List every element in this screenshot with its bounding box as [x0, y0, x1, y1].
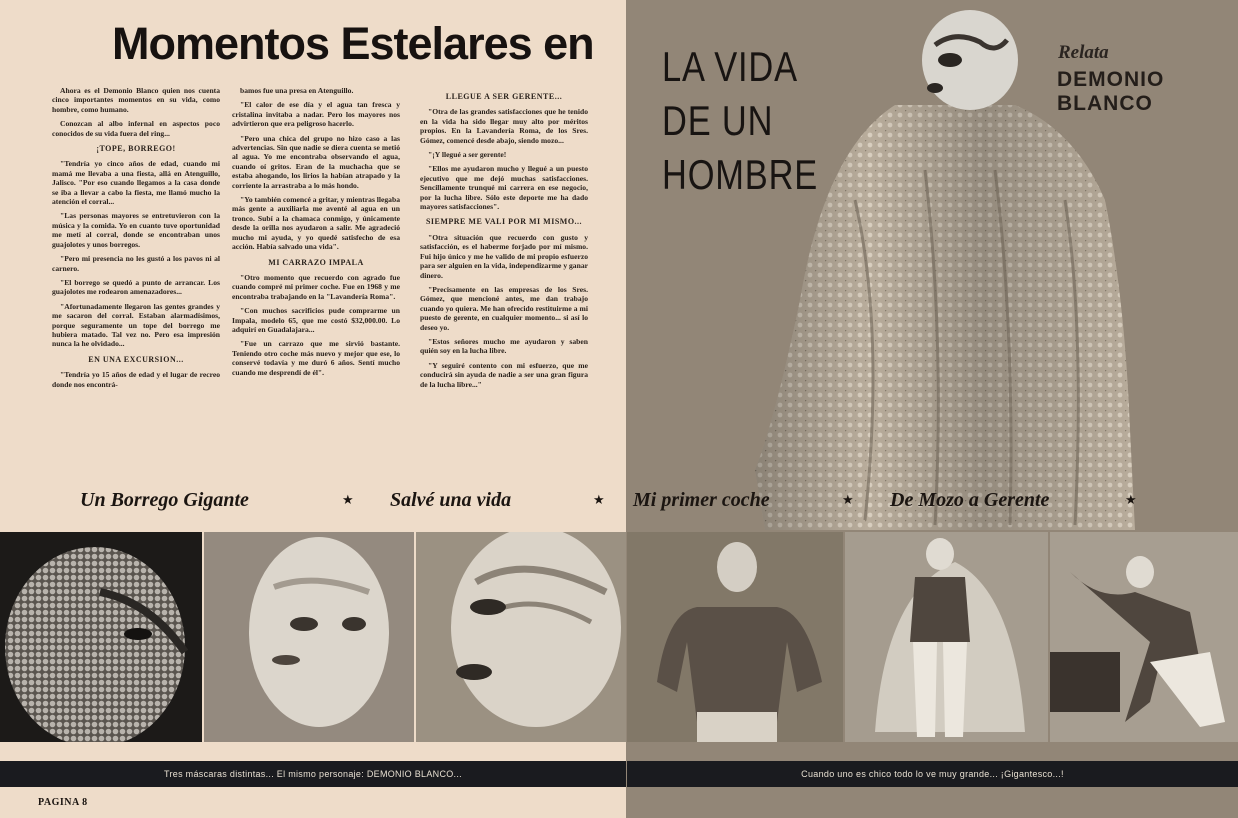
article-paragraph: "Tendría yo cinco años de edad, cuando mi mamá me llevaba a una fiesta, allá en Atenguillo, Jalisco. "Por eso cuando llegamos a la casa donde se iba a llevar a cabo la fiesta, me llamó mucho la atención el corral...	[52, 159, 220, 207]
article-paragraph: "Otra de las grandes satisfacciones que he tenido en la vida ha sido llegar muy alto por méritos propios. En la Lavandería Roma, de los Sres. Gómez, comencé desde abajo, siendo mozo...	[420, 107, 588, 145]
article-column-1	[52, 86, 220, 394]
narrator-name	[1057, 68, 1164, 116]
article-paragraph: "Pero mi presencia no les gustó a los pavos ni al carnero.	[52, 254, 220, 273]
article-paragraph: "Ellos me ayudaron mucho y llegué a un puesto ejecutivo que me dejó muchas satisfacciones. Sencillamente trunqué mi carrera en ese negocio, por la lucha libre. Sólo este deporte me ha dado mayores satisfacciones".	[420, 164, 588, 212]
subhead-2: Salvé una vida	[390, 489, 512, 511]
star-icon: ★	[593, 492, 605, 507]
article-paragraph: "¡Y llegué a ser gerente!	[428, 150, 507, 160]
headline: Momentos Estelares en	[112, 18, 594, 69]
wrestler-photo-3	[1050, 532, 1238, 742]
feature-title	[662, 40, 818, 202]
article-paragraph: "Otra situación que recuerdo con gusto y satisfacción, es el haberme forjado por mí mismo. Fui hijo único y me he valido de mi propio esfuerzo para ser alguien en la vida, independizarme y ganar dinero.	[420, 232, 588, 280]
article-paragraph: "El borrego se quedó a punto de arrancar. Los guajolotes me rodearon amenazadores...	[52, 277, 220, 297]
article-paragraph: "Estos señores mucho me ayudaron y saben quién soy en la lucha libre.	[420, 336, 588, 356]
article-paragraph: "Las personas mayores se entretuvieron con la música y la comida. Yo en cuanto tuve oportunidad me metí al corral, donde se encontraban unos guajolotes y unos borregos.	[52, 211, 220, 249]
star-icon: ★	[842, 492, 854, 507]
article-paragraph: bamos fue una presa en Atenguillo.	[240, 86, 354, 95]
section-heading: ¡TOPE, BORREGO!	[96, 144, 176, 154]
article-paragraph: "Afortunadamente llegaron las gentes grandes y me sacaron del corral. Estaban alarmadísimos, porque seguramente un tope del borrego me hubiera matado. Tal vez no. Pero esa impresión nunca la he olvidado...	[52, 301, 220, 349]
article-paragraph: "Pero una chica del grupo no hizo caso a las advertencias. Sin que nadie se diera cuenta se metió al agua. Yo me encontraba observando el agua, cuando oí gritos. Eran de la muchacha que se estaba ahogando, los lirios la habían atrapado y la corriente la arrastraba a lo más hondo.	[232, 133, 400, 190]
section-heading: LLEGUE A SER GERENTE...	[445, 92, 563, 101]
article-paragraph: "Tendría yo 15 años de edad y el lugar de recreo donde nos encontrá-	[52, 370, 220, 389]
mask-photo-3	[416, 532, 626, 742]
narrator-name-line-2: BLANCO	[1057, 92, 1153, 115]
relata-label: Relata	[1058, 42, 1109, 63]
mask-photo-2	[204, 532, 414, 742]
article-paragraph: "Fue un carrazo que me sirvió bastante. Teniendo otro coche más nuevo y mejor que ese, lo conservé todavía y me duró 6 años. Sentí mucho cuando me desprendí de él".	[232, 339, 400, 377]
article-paragraph: "Yo también comencé a gritar, y mientras llegaba más gente a auxiliarla me aventé al agua en un tronco. Subí a la chamaca conmigo, y únicamente desde la orilla nos ayudaron a salir. Me agradeció mucho mi ayuda, y yo quedé satisfecho de esa acción. Había salvado una vida".	[232, 195, 401, 252]
article-paragraph: Conozcan al albo infernal en aspectos poco conocidos de su vida fuera del ring...	[52, 119, 220, 138]
subhead-4: De Mozo a Gerente	[890, 489, 1050, 511]
narrator-name-line-1: DEMONIO	[1057, 68, 1165, 91]
subhead-1: Un Borrego Gigante	[80, 489, 249, 511]
feature-title-line-2: DE UN	[662, 97, 774, 144]
left-photo-caption: Tres máscaras distintas... El mismo personaje: DEMONIO BLANCO...	[0, 761, 626, 787]
feature-title-line-1: LA VIDA	[662, 43, 798, 90]
feature-title-line-3: HOMBRE	[662, 151, 819, 198]
wrestler-photo-2	[845, 532, 1048, 742]
star-icon: ★	[1125, 492, 1137, 507]
article-column-3	[420, 86, 588, 394]
page-number: PAGINA 8	[38, 797, 88, 808]
star-icon: ★	[342, 492, 354, 507]
article-paragraph: "Precisamente en las empresas de los Sres. Gómez, que mencioné antes, me dan trabajo cuando yo quiera. Me han ofrecido restituirme a mi puesto de gerente, en cualquier momento... si así lo deseo yo.	[420, 284, 588, 332]
mask-photo-1	[0, 532, 202, 742]
article-paragraph: "El calor de ese día y el agua tan fresca y cristalina invitaba a nadar. Pero los mayores nos advirtieron que era peligroso hacerlo.	[232, 100, 400, 129]
article-paragraph: Ahora es el Demonio Blanco quien nos cuenta cinco importantes momentos en su vida, como hombre, como humano.	[52, 86, 220, 114]
article-paragraph: "Con muchos sacrificios pude comprarme un Impala, modelo 65, que me costó $32,000.00. Lo adquirí en Guadalajara...	[232, 306, 400, 334]
wrestler-photo-1	[627, 532, 843, 742]
right-photo-caption: Cuando uno es chico todo lo ve muy grande... ¡Gigantesco...!	[627, 761, 1238, 787]
section-heading: EN UNA EXCURSION...	[88, 354, 184, 364]
article-column-2	[232, 86, 400, 382]
section-heading: MI CARRAZO IMPALA	[268, 257, 364, 267]
subhead-3: Mi primer coche	[633, 489, 770, 511]
article-paragraph: "Otro momento que recuerdo con agrado fue cuando compré mi primer coche. Fue en 1968 y me encontraba trabajando en la "Lavandería Roma".	[232, 272, 400, 301]
section-heading: SIEMPRE ME VALI POR MI MISMO...	[425, 217, 583, 227]
article-paragraph: "Y seguiré contento con mi esfuerzo, que me conducirá sin ayuda de nadie a ser una gran figura de la lucha libre..."	[420, 360, 588, 389]
